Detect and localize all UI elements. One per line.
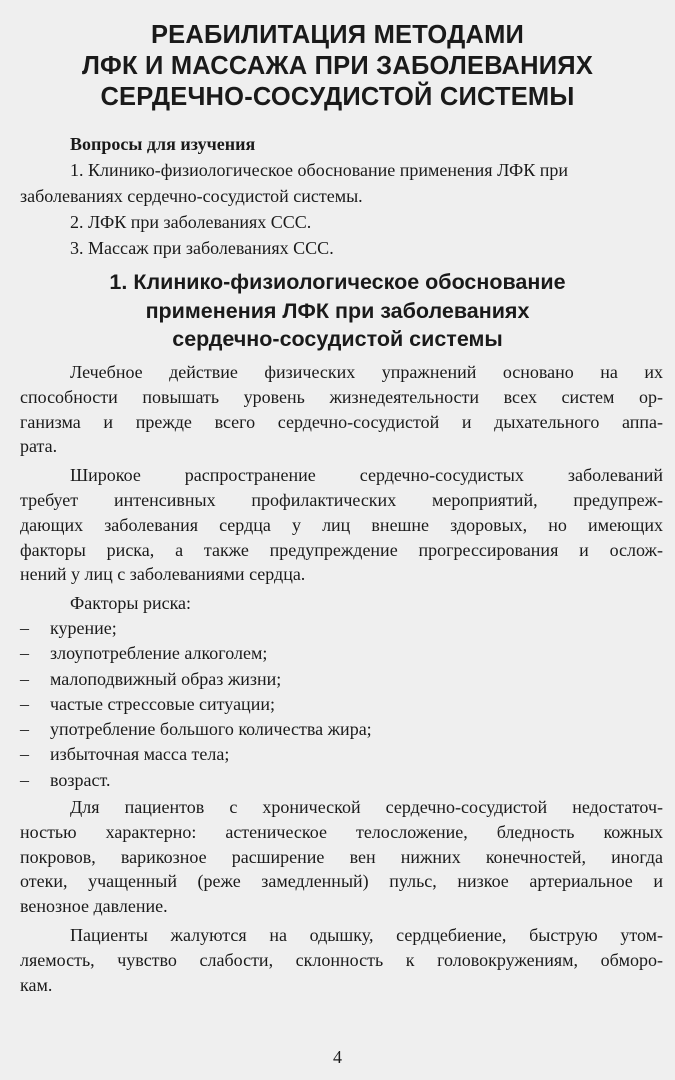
- paragraph: [20, 795, 663, 919]
- dash-bullet: –: [20, 643, 29, 664]
- list-item: [20, 768, 663, 793]
- chapter-title-line: СЕРДЕЧНО-СОСУДИСТОЙ СИСТЕМЫ: [100, 83, 575, 111]
- text-line: рата.: [20, 436, 58, 457]
- list-item: [20, 641, 663, 666]
- study-questions: [20, 131, 657, 261]
- list-item-text: употребление большого количества жира;: [50, 719, 372, 740]
- text-line: Пациенты жалуются на одышку, сердцебиение, быструю утом-: [70, 925, 663, 946]
- list-item: [20, 616, 663, 641]
- text-line: кам.: [20, 974, 53, 995]
- text-line: требует интенсивных профилактических мероприятий, предупреж-: [20, 489, 663, 510]
- chapter-title-line: РЕАБИЛИТАЦИЯ МЕТОДАМИ: [150, 21, 525, 49]
- text-line: Лечебное действие физических упражнений основано на их: [70, 362, 663, 382]
- text-line: ганизма и прежде всего сердечно-сосудистой и дыхательного аппа-: [20, 411, 663, 432]
- text-line: нений у лиц с заболеваниями сердца.: [20, 564, 306, 585]
- text-line: дающих заболевания сердца у лиц внешне здоровых, но имеющих: [20, 514, 663, 535]
- text-line: покровов, варикозное расширение вен нижних конечностей, иногда: [20, 846, 663, 867]
- chapter-title: [40, 20, 635, 113]
- list-item-text: курение;: [50, 617, 117, 638]
- dash-bullet: –: [20, 719, 29, 740]
- list-item: [20, 742, 663, 767]
- section-title-line: 1. Клинико-физиологическое обоснование: [109, 270, 566, 294]
- study-questions-heading: Вопросы для изучения: [70, 134, 256, 154]
- dash-bullet: –: [20, 769, 29, 790]
- text-line: способности повышать уровень жизнедеятельности всех систем ор-: [20, 386, 663, 407]
- dash-bullet: –: [20, 744, 29, 765]
- paragraph: [20, 923, 663, 997]
- list-item-text: малоподвижный образ жизни;: [50, 668, 282, 689]
- list-item-text: возраст.: [50, 769, 111, 790]
- list-item-text: избыточная масса тела;: [50, 744, 230, 765]
- dash-bullet: –: [20, 668, 29, 689]
- text-line: ностью характерно: астеническое телосложение, бледность кожных: [20, 821, 663, 842]
- risk-factors-list: [20, 616, 663, 793]
- chapter-title-line: ЛФК И МАССАЖА ПРИ ЗАБОЛЕВАНИЯХ: [81, 52, 594, 80]
- section-title: [40, 268, 635, 354]
- paragraph: [20, 360, 663, 459]
- list-item-text: злоупотребление алкоголем;: [50, 643, 268, 664]
- text-line: Широкое распространение сердечно-сосудистых заболеваний: [70, 465, 663, 486]
- study-question-item: 2. ЛФК при заболеваниях ССС.: [70, 212, 312, 232]
- risk-factors-heading: Факторы риска:: [70, 593, 192, 614]
- list-item: [20, 667, 663, 692]
- list-item: [20, 717, 663, 742]
- text-line: факторы риска, а также предупреждение прогрессирования и ослож-: [20, 539, 663, 560]
- paragraph: [20, 463, 663, 587]
- text-line: отеки, учащенный (реже замедленный) пульс, низкое артериальное и: [20, 871, 663, 892]
- text-line: Для пациентов с хронической сердечно-сосудистой недостаточ-: [70, 797, 663, 818]
- study-question-item: заболеваниях сердечно-сосудистой системы.: [20, 186, 363, 206]
- text-line: венозное давление.: [20, 896, 168, 917]
- section-title-line: применения ЛФК при заболеваниях: [145, 298, 530, 323]
- study-question-item: 1. Клинико-физиологическое обоснование применения ЛФК при: [70, 160, 569, 180]
- page-number: 4: [333, 1047, 342, 1067]
- dash-bullet: –: [20, 693, 29, 714]
- study-question-item: 3. Массаж при заболеваниях ССС.: [70, 238, 334, 258]
- dash-bullet: –: [20, 617, 29, 638]
- body-text: [20, 360, 663, 1001]
- list-item-text: частые стрессовые ситуации;: [50, 693, 275, 714]
- section-title-line: сердечно-сосудистой системы: [172, 327, 503, 351]
- text-line: ляемость, чувство слабости, склонность к головокружениям, обморо-: [20, 949, 663, 970]
- list-item: [20, 692, 663, 717]
